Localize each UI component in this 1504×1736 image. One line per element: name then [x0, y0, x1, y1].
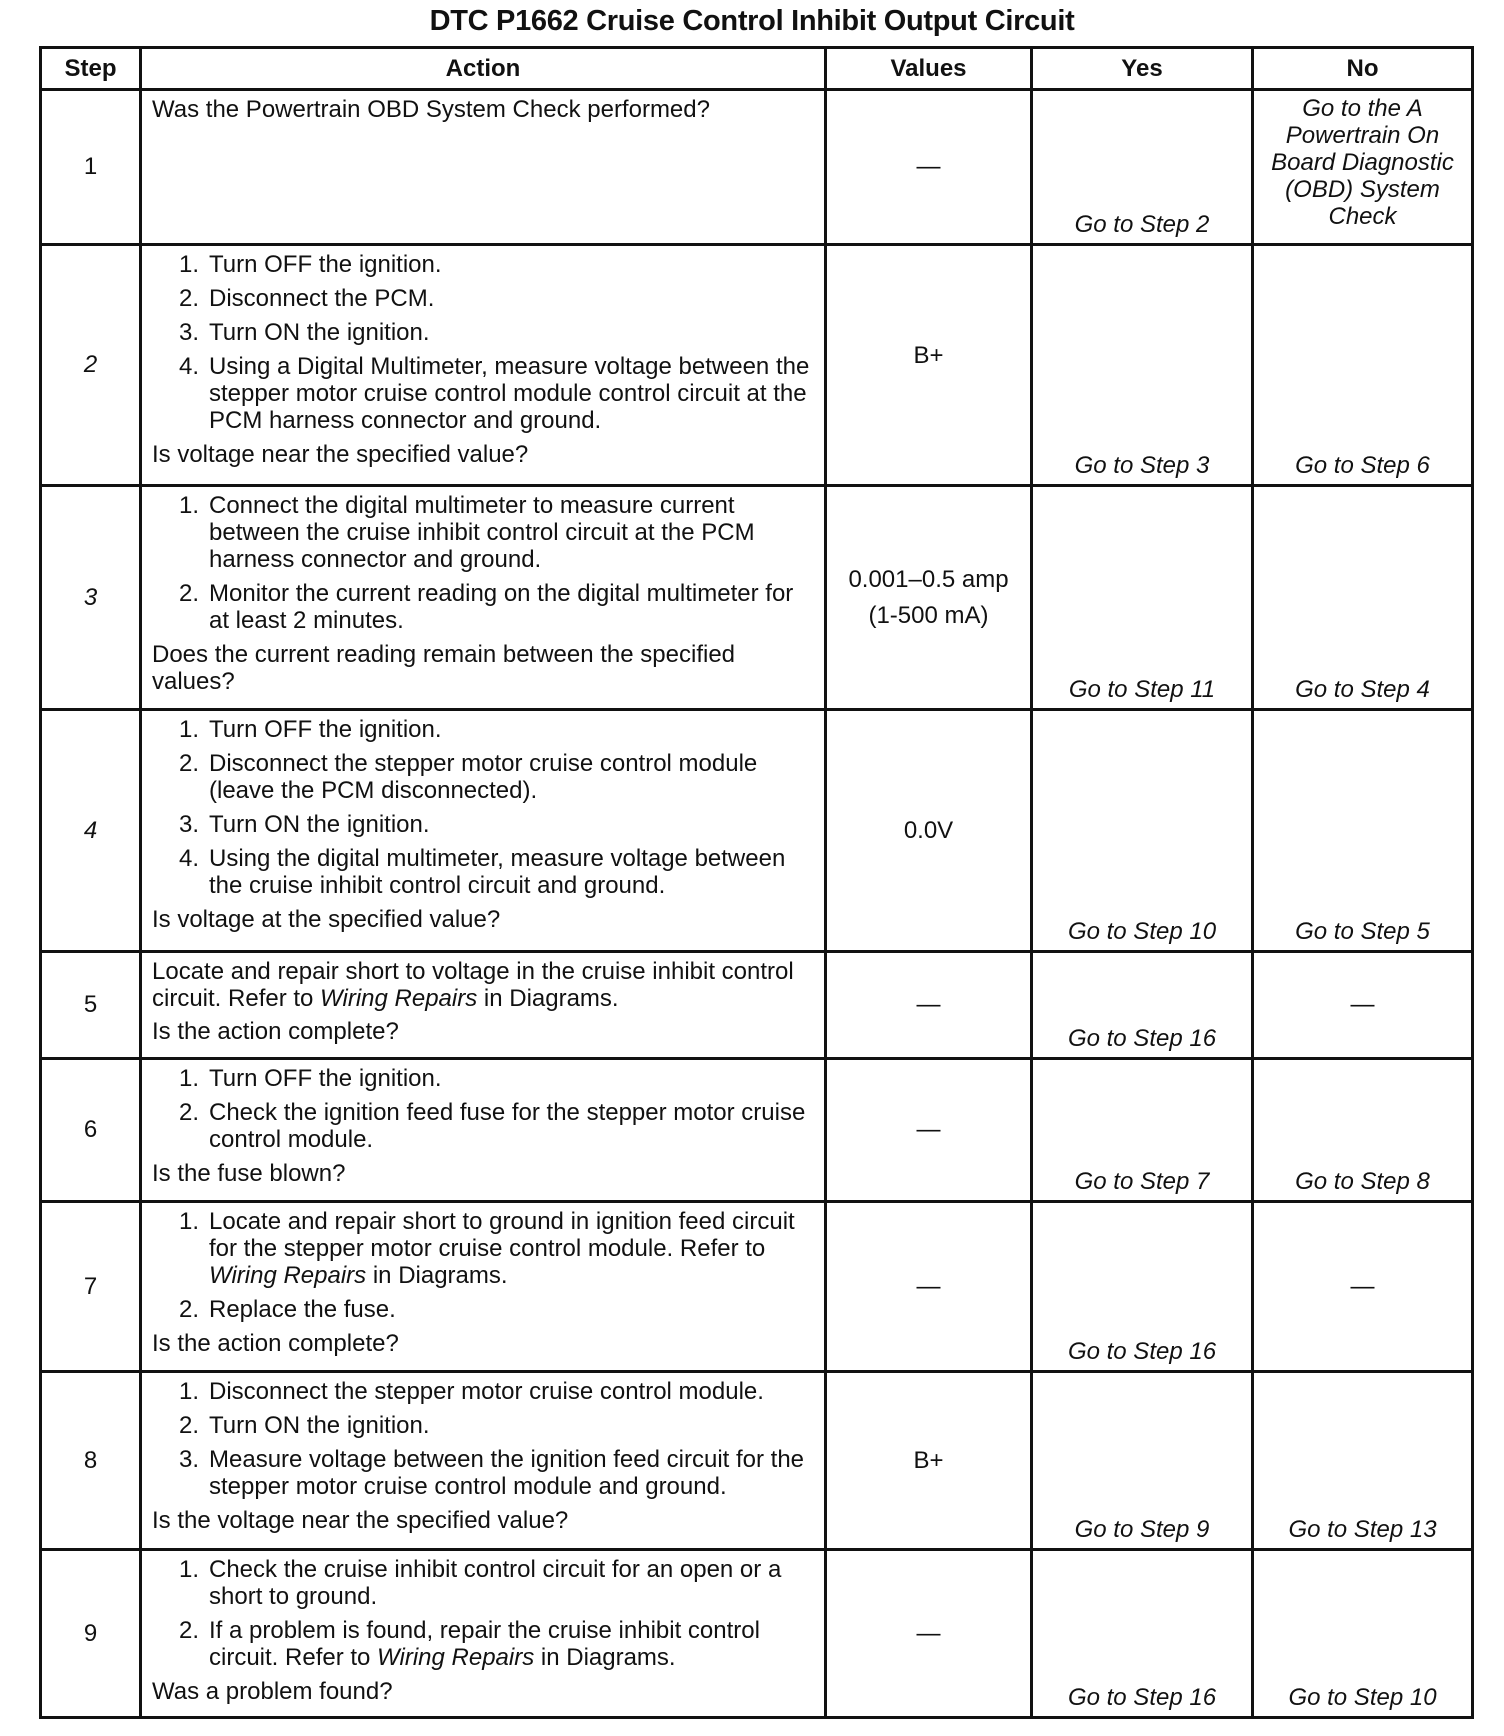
- step-number: 6: [41, 1059, 141, 1202]
- yes-cell: Go to Step 16: [1032, 952, 1253, 1059]
- action-cell: [141, 710, 826, 952]
- no-cell: —: [1253, 952, 1473, 1059]
- yes-cell: Go to Step 9: [1032, 1372, 1253, 1550]
- action-item: 2. Check the ignition feed fuse for the stepper motor cruise control module.: [178, 1099, 806, 1153]
- step-row-4: [41, 710, 1473, 952]
- value-cell: —: [826, 1550, 1032, 1718]
- step-row-1: [41, 90, 1473, 245]
- action-question: Is the action complete?: [152, 1018, 399, 1045]
- step-number: 2: [41, 245, 141, 486]
- no-cell: Go to Step 4: [1253, 486, 1473, 710]
- action-item: 3. Turn ON the ignition.: [178, 811, 430, 838]
- step-row-7: [41, 1202, 1473, 1372]
- step-row-8: [41, 1372, 1473, 1550]
- step-number: 9: [41, 1550, 141, 1718]
- step-number: 1: [41, 90, 141, 245]
- action-item: 2. Disconnect the stepper motor cruise control module (leave the PCM disconnected).: [178, 750, 758, 804]
- action-item: 3. Turn ON the ignition.: [178, 319, 430, 346]
- step-row-9: [41, 1550, 1473, 1718]
- value-cell: —: [826, 90, 1032, 245]
- action-item: 1. Connect the digital multimeter to measure current between the cruise inhibit control circuit at the PCM harness connector and ground.: [178, 492, 755, 573]
- header-no: No: [1253, 48, 1473, 90]
- action-cell: [141, 1059, 826, 1202]
- action-question: Does the current reading remain between the specified values?: [152, 641, 736, 695]
- action-item: 4. Using the digital multimeter, measure voltage between the cruise inhibit control circuit and ground.: [178, 845, 786, 899]
- action-item: 1. Turn OFF the ignition.: [178, 716, 442, 743]
- no-cell: Go to Step 6: [1253, 245, 1473, 486]
- page-title: DTC P1662 Cruise Control Inhibit Output Circuit: [429, 5, 1075, 37]
- no-cell: Go to Step 8: [1253, 1059, 1473, 1202]
- step-number: 4: [41, 710, 141, 952]
- step-number: 7: [41, 1202, 141, 1372]
- action-cell: [141, 245, 826, 486]
- action-item: 1. Turn OFF the ignition.: [178, 251, 442, 278]
- action-cell: [141, 1550, 826, 1718]
- diagnostic-table: [39, 46, 1474, 1719]
- action-question: Is voltage at the specified value?: [152, 906, 501, 933]
- yes-cell: Go to Step 3: [1032, 245, 1253, 486]
- action-item: 2. Replace the fuse.: [178, 1296, 396, 1323]
- step-row-2: [41, 245, 1473, 486]
- action-question: Is voltage near the specified value?: [152, 441, 529, 468]
- action-item: 2. Disconnect the PCM.: [178, 285, 435, 312]
- action-question: Was a problem found?: [152, 1678, 393, 1705]
- no-text: Go to the: [1302, 95, 1407, 122]
- step-number: 5: [41, 952, 141, 1059]
- action-cell: [141, 486, 826, 710]
- value-cell: —: [826, 1059, 1032, 1202]
- action-item: 1. Locate and repair short to ground in ignition feed circuit for the stepper motor cruise control module. Refer to Wiring Repairs in Diagrams.: [178, 1208, 795, 1289]
- yes-cell: Go to Step 11: [1032, 486, 1253, 710]
- value-line: (1-500 mA): [868, 601, 989, 629]
- yes-cell: Go to Step 16: [1032, 1550, 1253, 1718]
- value-cell: 0.0V: [826, 710, 1032, 952]
- yes-cell: Go to Step 2: [1032, 90, 1253, 245]
- header-values: Values: [826, 48, 1032, 90]
- step-number: 8: [41, 1372, 141, 1550]
- action-item: 2. Turn ON the ignition.: [178, 1412, 430, 1439]
- value-cell: [826, 486, 1032, 710]
- action-cell: [141, 952, 826, 1059]
- value-cell: —: [826, 952, 1032, 1059]
- yes-cell: Go to Step 16: [1032, 1202, 1253, 1372]
- header-row: [41, 48, 1473, 90]
- no-cell: [1253, 90, 1473, 245]
- step-row-5: [41, 952, 1473, 1059]
- action-item: 3. Measure voltage between the ignition feed circuit for the stepper motor cruise control module and ground.: [178, 1446, 805, 1500]
- no-cell: Go to Step 10: [1253, 1550, 1473, 1718]
- no-reference: A Powertrain On Board Diagnostic (OBD) System Check: [1271, 95, 1454, 230]
- value-cell: B+: [826, 1372, 1032, 1550]
- action-item: 2. If a problem is found, repair the cruise inhibit control circuit. Refer to Wiring Repairs in Diagrams.: [178, 1617, 760, 1671]
- action-cell: [141, 1202, 826, 1372]
- step-number: 3: [41, 486, 141, 710]
- step-row-6: [41, 1059, 1473, 1202]
- action-question: Is the fuse blown?: [152, 1160, 346, 1187]
- action-question: Was the Powertrain OBD System Check performed?: [152, 96, 710, 123]
- action-item: 1. Turn OFF the ignition.: [178, 1065, 442, 1092]
- action-item: 1. Disconnect the stepper motor cruise control module.: [178, 1378, 764, 1405]
- value-line: 0.001–0.5 amp: [848, 565, 1009, 593]
- action-item: 2. Monitor the current reading on the digital multimeter for at least 2 minutes.: [178, 580, 794, 634]
- header-action: Action: [141, 48, 826, 90]
- step-row-3: [41, 486, 1473, 710]
- header-yes: Yes: [1032, 48, 1253, 90]
- header-step: Step: [41, 48, 141, 90]
- action-paragraph: Locate and repair short to voltage in the cruise inhibit control circuit. Refer to Wiring Repairs in Diagrams.: [152, 958, 794, 1012]
- yes-cell: Go to Step 10: [1032, 710, 1253, 952]
- action-item: 4. Using a Digital Multimeter, measure voltage between the stepper motor cruise control module control circuit at the PCM harness connector and ground.: [178, 353, 810, 434]
- action-question: Is the voltage near the specified value?: [152, 1507, 569, 1534]
- action-item: 1. Check the cruise inhibit control circuit for an open or a short to ground.: [178, 1556, 782, 1610]
- action-cell: [141, 90, 826, 245]
- no-cell: Go to Step 13: [1253, 1372, 1473, 1550]
- value-cell: B+: [826, 245, 1032, 486]
- no-cell: Go to Step 5: [1253, 710, 1473, 952]
- action-question: Is the action complete?: [152, 1330, 399, 1357]
- yes-cell: Go to Step 7: [1032, 1059, 1253, 1202]
- value-cell: —: [826, 1202, 1032, 1372]
- action-cell: [141, 1372, 826, 1550]
- no-cell: —: [1253, 1202, 1473, 1372]
